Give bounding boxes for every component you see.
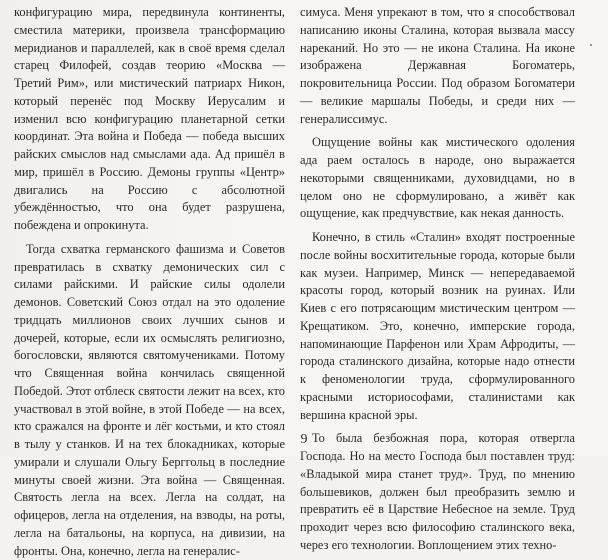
paragraph: То была безбожная пора, которая отвергла Господа. Но на место Господа был поставлен труд: «Владыкой мира станет труд». Труд, по мнению большевиков, должен был преобразить землю и превратить её в Царствие Небесное на земле. Труд проходит через всю философию сталинского века, через его технологии. Воплощением этих техно- [300,431,575,552]
page-number: 9 [300,432,308,447]
paragraph: симуса. Меня упрекают в том, что я способствовал написанию иконы Сталина, которая вызвала массу нареканий. Но это — не икона Сталина. На иконе изображена Державная Богоматерь, покровительница России. Под образом Богоматери — великие маршалы Победы, и среди них — генералиссимус. [300,5,575,126]
paragraph: Конечно, в стиль «Сталин» входят построенные после войны восхитительные города, которые были как музеи. Например, Минск — непередаваемой красоты город, который возник на руинах. Или Киев с его потрясающим мистическим центром — Крещатиком. Это, конечно, имперские города, напоминающие Парфенон или Храм Афродиты, — города сталинского дизайна, которые надо отнести к феноменологии труда, сформулированного красными историософами, сталинистами как вершина красной эры. [300,230,575,422]
paragraph: конфигурацию мира, передвинула континенты, сместила материки, произвела трансформацию меридианов и параллелей, как в своё время сделал старец Филофей, создав теорию «Москва — Третий Рим», или мистический патриарх Никон, который перенёс под Москву Иерусалим и изменил всю конфигурацию планетарной сетки координат. Эта война и Победа — победа высших райских смыслов над смыслами ада. Ад пришёл в мир, пришёл в Россию. Демоны группы «Центр» двигались на Россию с абсолютной убеждённостью, что она будет разрушена, побеждена и опрокинута. [14,5,285,232]
right-text-column [300,4,575,555]
paragraph: Ощущение войны как мистического одоления ада раем осталось в народе, оно выражается некоторыми священниками, духовидцами, но в целом оно не сформулировано, а живёт как ощущение, как предчувствие, как некая данность. [300,135,575,221]
margin-speck [590,44,592,46]
paragraph: Тогда схватка германского фашизма и Советов превратилась в схватку демонических сил с силами райскими. И райские силы одолели демонов. Советский Союз отдал на это одоление тридцать миллионов своих лучших сынов и дочерей, которые, если их осмыслять религиозно, богословски, являются святомучениками. Потому что Священная война кончилась священной Победой. Этот отблеск святости лежит на всех, кто участвовал в этой войне, в этой Победе — на всех, кто сражался на фронте и лёг костьми, и кто стоял в тылу у станков. И на тех блокадниках, которые умирали и слушали Ольгу Берггольц в последние минуты своей жизни. Эта война — Священная. Святость легла на всех. Легла на солдат, на офицеров, легла на отделения, на взводы, на роты, легла на батальоны, на корпуса, на дивизии, на фронты. Она, конечно, легла на генералис- [14,241,285,558]
left-text-column [14,4,285,560]
